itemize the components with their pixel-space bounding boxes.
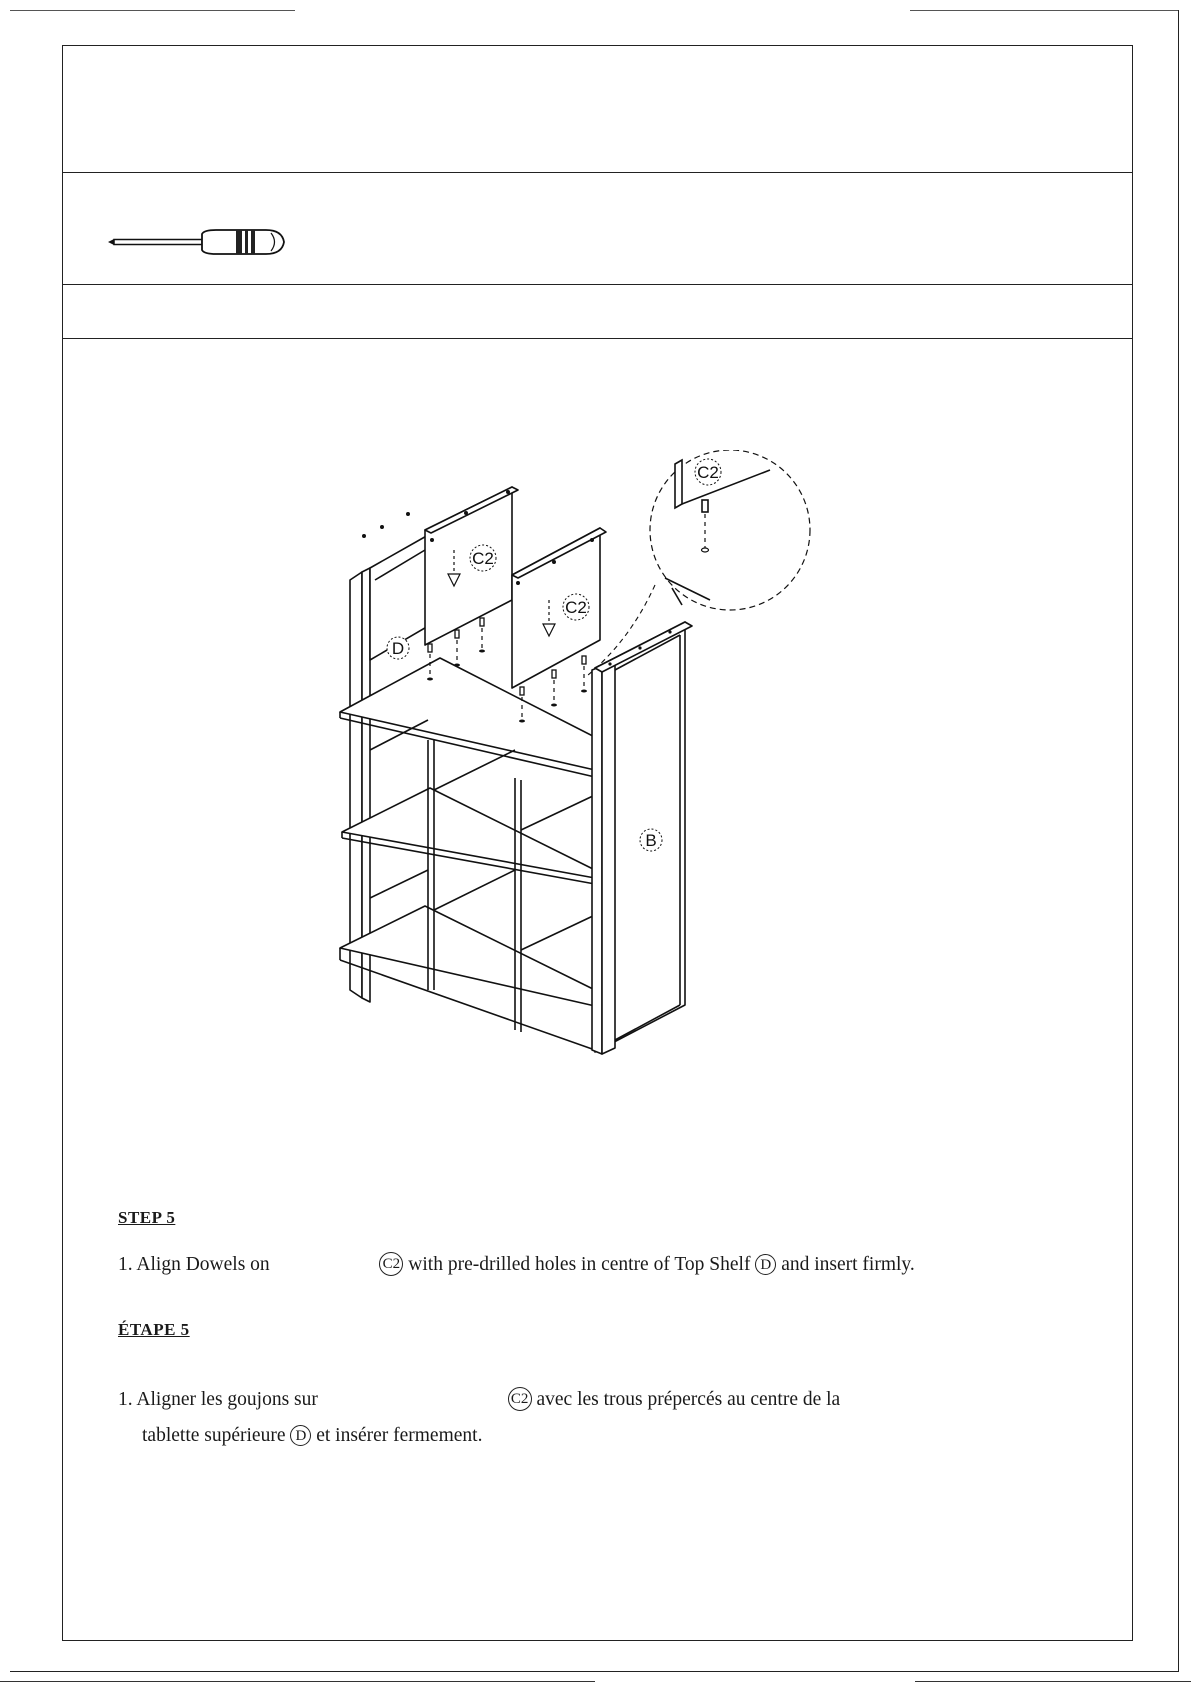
- divider-label-2: C2: [565, 598, 587, 617]
- instruction-en-middle: with pre-drilled holes in centre of Top Shelf: [408, 1254, 751, 1275]
- instruction-fr-line2: [142, 1425, 482, 1447]
- instruction-fr-prefix: 1. Aligner les goujons sur: [118, 1389, 318, 1410]
- tools-section: [64, 174, 1131, 284]
- top-shelf-label: D: [391, 639, 405, 658]
- footer-rule: [915, 1681, 1191, 1682]
- divider-label-1: C2: [472, 549, 494, 568]
- instruction-fr-line2-prefix: tablette supérieure: [142, 1425, 286, 1446]
- assembly-diagram: [330, 450, 850, 1160]
- side-panel-label: B: [645, 831, 657, 850]
- section-divider: [62, 284, 1133, 285]
- footer-rule: [0, 1681, 595, 1682]
- instruction-en-prefix: 1. Align Dowels on: [118, 1254, 270, 1275]
- shelf-d-badge: D: [755, 1254, 776, 1275]
- instruction-en-suffix: and insert firmly.: [781, 1254, 915, 1275]
- step-heading-en: STEP 5: [118, 1208, 176, 1227]
- header-section: [64, 47, 1131, 172]
- part-c2-badge: C2: [508, 1387, 532, 1411]
- instruction-fr-middle: avec les trous prépercés au centre de la: [536, 1389, 841, 1410]
- instruction-fr-line2-suffix: et insérer fermement.: [316, 1425, 483, 1446]
- part-c2-badge: C2: [379, 1252, 403, 1276]
- section-divider: [62, 338, 1133, 339]
- step-heading-fr: ÉTAPE 5: [118, 1320, 190, 1339]
- parts-section: [64, 286, 1131, 338]
- screwdriver-icon: [106, 222, 306, 262]
- section-divider: [62, 172, 1133, 173]
- shelf-d-badge: D: [290, 1425, 311, 1446]
- instruction-fr-line1: [118, 1389, 840, 1411]
- instruction-en: [118, 1254, 915, 1276]
- detail-label: C2: [697, 463, 719, 482]
